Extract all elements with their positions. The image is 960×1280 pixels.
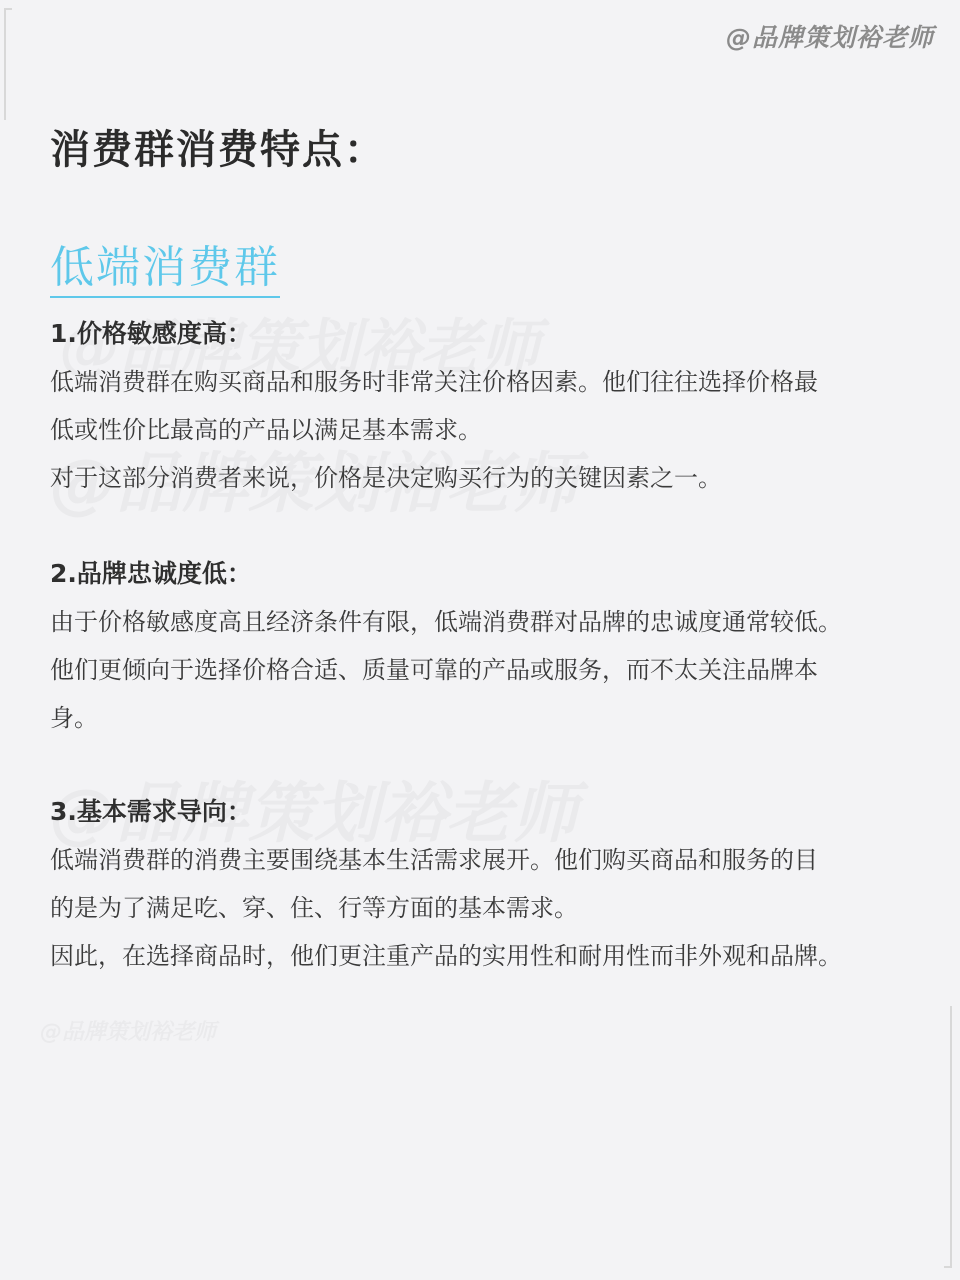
point-text-line: 身。 bbox=[50, 704, 98, 732]
point-heading: 3.基本需求导向： bbox=[50, 797, 252, 826]
point-text-line: 因此，在选择商品时，他们更注重产品的实用性和耐用性而非外观和品牌。 bbox=[50, 942, 842, 970]
page-title: 消费群消费特点： bbox=[50, 127, 386, 173]
point-text-line: 低端消费群在购买商品和服务时非常关注价格因素。他们往往选择价格最 bbox=[50, 368, 818, 396]
point-heading: 2.品牌忠诚度低： bbox=[50, 559, 252, 588]
author-watermark: @品牌策划裕老师 bbox=[725, 23, 934, 52]
point-text-line: 他们更倾向于选择价格合适、质量可靠的产品或服务，而不太关注品牌本 bbox=[50, 656, 818, 684]
point-section-2 bbox=[50, 550, 930, 742]
point-text-line: 低或性价比最高的产品以满足基本需求。 bbox=[50, 416, 482, 444]
point-text-line: 的是为了满足吃、穿、住、行等方面的基本需求。 bbox=[50, 894, 578, 922]
point-text-line: 由于价格敏感度高且经济条件有限，低端消费群对品牌的忠诚度通常较低。 bbox=[50, 608, 842, 636]
section-subtitle: 低端消费群 bbox=[50, 240, 280, 298]
point-section-1 bbox=[50, 310, 930, 502]
background-watermark bbox=[40, 1015, 216, 1046]
point-heading: 1.价格敏感度高： bbox=[50, 319, 252, 348]
corner-bracket-bottom-right bbox=[944, 1006, 952, 1268]
point-section-3 bbox=[50, 788, 930, 980]
point-text-line: 低端消费群的消费主要围绕基本生活需求展开。他们购买商品和服务的目 bbox=[50, 846, 818, 874]
corner-bracket-top-left bbox=[4, 8, 12, 120]
point-text-line: 对于这部分消费者来说，价格是决定购买行为的关键因素之一。 bbox=[50, 464, 722, 492]
